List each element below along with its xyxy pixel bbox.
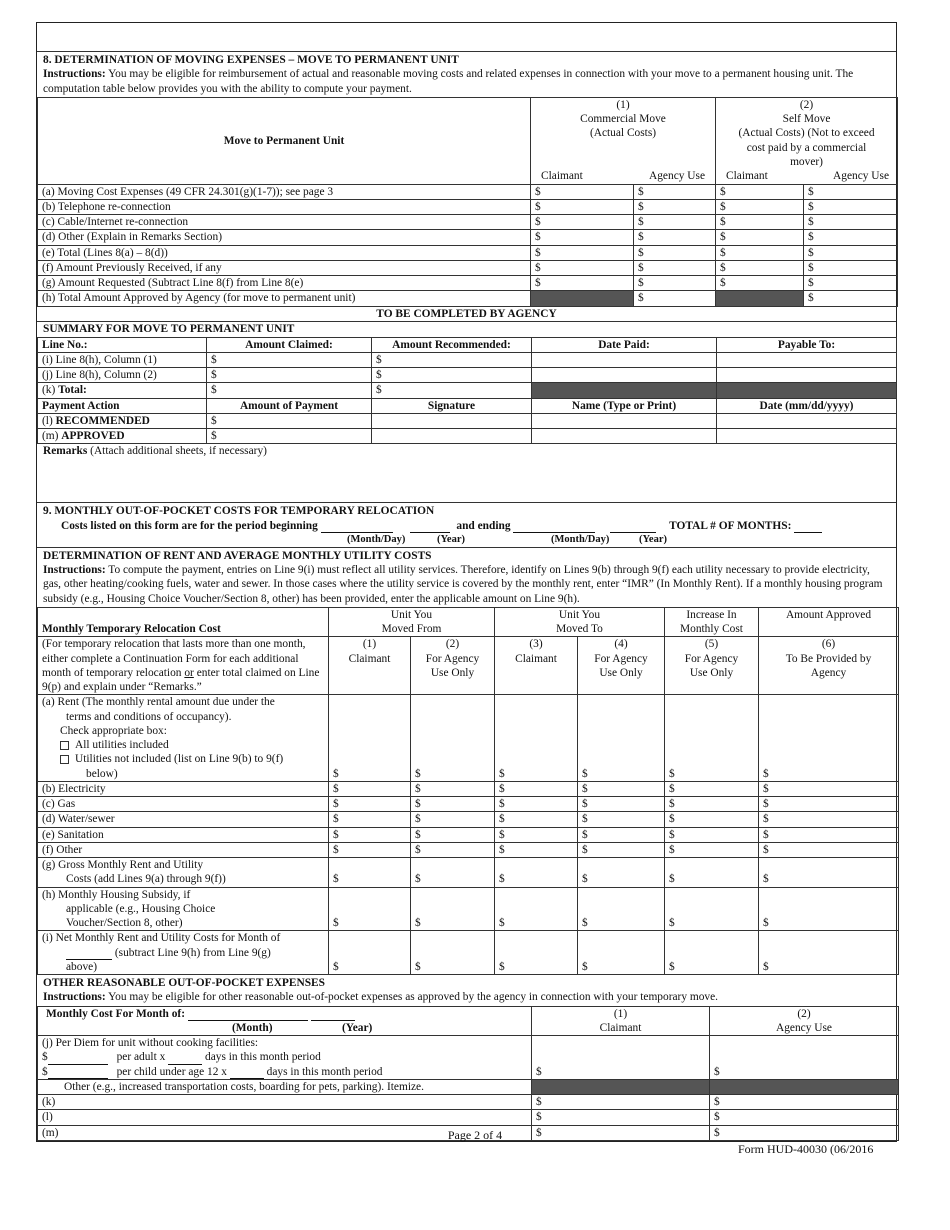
amount-field[interactable]: $ [759,842,899,857]
amount-field[interactable]: $ [495,887,578,931]
amount-field[interactable]: $ [495,858,578,888]
table-row: (l) RECOMMENDED $ [38,413,897,428]
amount-field[interactable]: $ [578,887,665,931]
table-row: (f) Amount Previously Received, if any $ $ $ $ [38,260,898,275]
table-row: (j) Line 8(h), Column (2) $ $ [38,368,897,383]
table-row: (h) Monthly Housing Subsidy, if applicable (e.g., Housing Choice Voucher/Section 8, other) $ $ $ $ $ $ [38,887,899,931]
amount-field[interactable]: $ [665,931,759,975]
amount-field[interactable]: $ [634,245,716,260]
amount-field[interactable]: $ [372,383,532,398]
shaded-cell [717,383,897,398]
determination-section: DETERMINATION OF RENT AND AVERAGE MONTHLY UTILITY COSTS Instructions: To compute the payment, entries on Line 9(i) must reflect all utility services. Therefore, identify on Lines 9(b) through 9(f) each utility necessary to provide electricity, gas, other heating/cooking fuels, water and sewer. In those cases where the utility service is covered by the monthly rent, enter “IMR” (In Monthly Rent). If a monthly housing program subsidy (e.g., Housing Choice Voucher/Section 8, other) has been provided, enter the applicable amount on Line 9(h). [37,548,896,608]
table-row: (k) $ $ [38,1095,899,1110]
amount-field[interactable]: $ [578,797,665,812]
date-field[interactable] [532,352,717,367]
amount-field[interactable]: $ [531,215,634,230]
amount-field[interactable]: $ [411,797,495,812]
section-9-title: 9. MONTHLY OUT-OF-POCKET COSTS FOR TEMPORARY RELOCATION [43,505,435,518]
amount-field[interactable]: $ [634,215,716,230]
other-expenses-section: OTHER REASONABLE OUT-OF-POCKET EXPENSES Instructions: You may be eligible for other reasonable out-of-pocket expenses as approved by the agency in connection with your temporary move. [37,975,896,1007]
amount-field[interactable]: $ [531,276,634,291]
amount-field[interactable]: $ [495,842,578,857]
amount-field[interactable]: $ [804,199,898,214]
amount-field[interactable]: $ [759,812,899,827]
amount-field[interactable]: $ [716,184,804,199]
amount-field[interactable]: $ [578,812,665,827]
amount-field[interactable]: $ [578,858,665,888]
temporary-relocation-table: Monthly Temporary Relocation Cost Unit You Moved From Unit You Moved To Increase In Monthly Cost Amount Approved (For temporary relocation that lasts more than one month, either complete a Continuation Form for each additional month of temporary relocation or enter total claimed on Line 9(p) and explain under “Remarks.” (1) Claimant (2) For Agency Use Only (3) Claimant (4) For Agency Use Only (5) For Agency Use Only (6) To Be Provided by Agency (a) Rent (The monthly rental amount due under the terms and conditions of occupancy). Check appropriate box: All utilities included Utilities not included (list on Line 9(b) to 9(f) below) $ $ $ $ $ $ (b) Electricity $ $ $ $ $ $ (c) Gas $ $ $ $ $ $ (d) Water/sewer $ $ $ $ $ $ (e) Sanitation $ $ $ $ $ $ (f) Other $ $ $ $ $ $ (g) Gross Monthly Rent and Utility Costs (add Lines 9(a) through 9(f)) $ $ $ $ $ $ (h) Monthly Housing Subsidy, if applicable (e.g., Housing Choice Voucher/Section 8, other) $ $ $ $ $ $ (i) Net Monthly Rent and Utility Costs for Month of (subtract Line 9(h) from Line 9(g) above) $ $ $ $ $ $ [37,607,899,975]
form-page [36,22,897,1142]
table-row: (g) Gross Monthly Rent and Utility Costs (add Lines 9(a) through 9(f)) $ $ $ $ $ $ [38,858,899,888]
signature-field[interactable] [372,429,532,444]
amount-field[interactable]: $ [411,695,495,782]
moving-expenses-table: Move to Permanent Unit (1) Commercial Move (Actual Costs) (2) Self Move (Actual Costs) (Not to exceed cost paid by a commercial mover) Claimant Agency Use Claimant Agency Use (a) Moving Cost Expenses (49 CFR 24.301(g)(1-7)); see page 3 $ $ $ $ (b) Telephone re-connection $ $ $ $ (c) Cable/Internet re-connection $ $ $ $ (d) Other (Explain in Remarks Section) $ $ $ $ (e) Total (Lines 8(a) – 8(d)) $ $ $ $ (f) Amount Previously Received, if any $ $ $ $ (g) Amount Requested (Subtract Line 8(f) from Line 8(e) $ $ $ $ (h) Total Amount Approved by Agency (for move to permanent unit) $ $ [37,97,898,307]
amount-field[interactable]: $ [532,1095,710,1110]
amount-field[interactable]: $ [411,858,495,888]
amount-field[interactable]: $ [759,858,899,888]
amount-field[interactable]: $ [716,199,804,214]
name-field[interactable] [532,429,717,444]
table-row: (c) Gas $ $ $ $ $ $ [38,797,899,812]
amount-field[interactable]: $ [207,352,372,367]
agency-heading: TO BE COMPLETED BY AGENCY [37,307,896,322]
date-field[interactable] [717,413,897,428]
amount-field[interactable]: $ [665,797,759,812]
table-row: (b) Electricity $ $ $ $ $ $ [38,781,899,796]
section-8-instructions: Instructions: You may be eligible for reimbursement of actual and reasonable moving costs and related expenses in connection with your move to a permanent housing unit. The computation table below provides you with the ability to compute your payment. [43,68,854,95]
amount-field[interactable]: $ [759,931,899,975]
table-row: (a) Rent (The monthly rental amount due under the terms and conditions of occupancy). Check appropriate box: All utilities included Utilities not included (list on Line 9(b) to 9(f) below) $ $ $ $ $ $ [38,695,899,782]
amount-field[interactable]: $ [804,291,898,306]
utilities-not-included-checkbox[interactable] [60,755,69,764]
section-9-header: 9. MONTHLY OUT-OF-POCKET COSTS FOR TEMPORARY RELOCATION Costs listed on this form are for the period beginning and ending TOTAL # OF MONTHS: (Month/Day) (Year) (Month/Day) (Year) [37,503,896,548]
amount-field[interactable]: $ [531,245,634,260]
amount-field[interactable]: $ [716,215,804,230]
amount-field[interactable]: $ [329,781,411,796]
table-row: (e) Total (Lines 8(a) – 8(d)) $ $ $ $ [38,245,898,260]
amount-field[interactable]: $ [495,797,578,812]
amount-field[interactable]: $ [665,858,759,888]
amount-field[interactable]: $ [207,368,372,383]
amount-field[interactable]: $ [634,291,716,306]
page-number: Page 2 of 4 [447,1128,503,1142]
section-8-header [37,52,896,98]
amount-field[interactable]: $ [578,931,665,975]
amount-field[interactable]: $ [329,695,411,782]
amount-field[interactable]: $ [495,781,578,796]
amount-field[interactable]: $ [532,1110,710,1125]
amount-field[interactable]: $ [495,931,578,975]
amount-field[interactable]: $ [665,842,759,857]
shaded-cell [710,1079,899,1094]
date-field[interactable] [532,368,717,383]
table-row: (g) Amount Requested (Subtract Line 8(f) from Line 8(e) $ $ $ $ [38,276,898,291]
amount-field[interactable]: $ [634,260,716,275]
amount-field[interactable]: $ [578,781,665,796]
table-row: (c) Cable/Internet re-connection $ $ $ $ [38,215,898,230]
table-row: (k) Total: $ $ [38,383,897,398]
amount-field[interactable]: $ [578,827,665,842]
amount-field[interactable]: $ [531,199,634,214]
amount-field[interactable]: $ [207,429,372,444]
amount-field[interactable]: $ [411,827,495,842]
amount-field[interactable]: $ [716,260,804,275]
amount-field[interactable]: $ [411,781,495,796]
amount-field[interactable]: $ [665,695,759,782]
amount-field[interactable]: $ [207,413,372,428]
amount-field[interactable]: $ [495,695,578,782]
amount-field[interactable]: $ [716,276,804,291]
amount-field[interactable]: $ [759,827,899,842]
amount-field[interactable]: $ [804,230,898,245]
amount-field[interactable]: $ [532,1125,710,1140]
amount-field[interactable]: $ [710,1095,899,1110]
amount-field[interactable]: $ [532,1036,710,1080]
table-row: (m) $ $ [38,1125,899,1140]
section-8-title: 8. DETERMINATION OF MOVING EXPENSES – MOVE TO PERMANENT UNIT [43,54,459,66]
top-box [37,23,896,52]
amount-field[interactable]: $ [665,827,759,842]
amount-field[interactable]: $ [710,1036,899,1080]
amount-field[interactable]: $ [665,812,759,827]
amount-field[interactable]: $ [759,695,899,782]
child-rate-field[interactable] [48,1078,108,1079]
amount-field[interactable]: $ [578,842,665,857]
amount-field[interactable]: $ [411,931,495,975]
amount-field[interactable]: $ [578,695,665,782]
payable-field[interactable] [717,368,897,383]
table-row: (e) Sanitation $ $ $ $ $ $ [38,827,899,842]
amount-field[interactable]: $ [531,184,634,199]
amount-field[interactable]: $ [329,858,411,888]
remarks-box[interactable]: Remarks (Attach additional sheets, if necessary) [37,443,896,503]
table-row: (j) Per Diem for unit without cooking facilities: $ per adult x days in this month period $ per child under age 12 x days in this month period $ $ [38,1036,899,1080]
amount-field[interactable]: $ [804,245,898,260]
table-row: (i) Net Monthly Rent and Utility Costs for Month of (subtract Line 9(h) from Line 9(g) above) $ $ $ $ $ $ [38,931,899,975]
amount-field[interactable]: $ [531,260,634,275]
amount-field[interactable]: $ [411,812,495,827]
table-row: (f) Other $ $ $ $ $ $ [38,842,899,857]
amount-field[interactable]: $ [759,797,899,812]
shaded-cell [531,291,634,306]
amount-field[interactable]: $ [495,812,578,827]
col2-header: (2) Self Move (Actual Costs) (Not to exceed cost paid by a commercial mover) [716,97,898,169]
amount-field[interactable]: $ [372,352,532,367]
amount-field[interactable]: $ [411,887,495,931]
col1-header: (1) Commercial Move (Actual Costs) [531,97,716,169]
amount-field[interactable]: $ [804,184,898,199]
amount-field[interactable]: $ [329,842,411,857]
table-row: (d) Other (Explain in Remarks Section) $ $ $ $ [38,230,898,245]
table-row: (m) APPROVED $ [38,429,897,444]
amount-field[interactable]: $ [634,230,716,245]
amount-field[interactable]: $ [495,827,578,842]
amount-field[interactable]: $ [716,245,804,260]
amount-field[interactable]: $ [716,230,804,245]
shaded-cell [532,383,717,398]
payable-field[interactable] [717,352,897,367]
amount-field[interactable]: $ [759,887,899,931]
amount-field[interactable]: $ [634,184,716,199]
amount-field[interactable]: $ [329,812,411,827]
child-days-field[interactable] [230,1078,264,1079]
table-row: (d) Water/sewer $ $ $ $ $ $ [38,812,899,827]
amount-field[interactable]: $ [804,215,898,230]
amount-field[interactable]: $ [372,368,532,383]
amount-field[interactable]: $ [634,276,716,291]
amount-field[interactable]: $ [411,842,495,857]
table-row: (b) Telephone re-connection $ $ $ $ [38,199,898,214]
amount-field[interactable]: $ [329,931,411,975]
form-number: Form HUD-40030 (06/2016 [738,1142,874,1156]
other-expenses-table: Monthly Cost For Month of: (Month) (Year) (1) Claimant (2) Agency Use (j) Per Diem for unit without cooking facilities: $ per adult x days in this month period $ per child under age 12 x days in this month period $ $ Other (e.g., increased transportation costs, boarding for pets, parking). Itemize. (k) $ $ (l) $ $ (m) $ $ [37,1006,899,1141]
table-row: (l) $ $ [38,1110,899,1125]
amount-field[interactable]: $ [531,230,634,245]
period-line: Costs listed on this form are for the period beginning and ending TOTAL # OF MONTHS: [43,519,890,533]
amount-field[interactable]: $ [710,1110,899,1125]
table-row: (a) Moving Cost Expenses (49 CFR 24.301(g)(1-7)); see page 3 $ $ $ $ [38,184,898,199]
table-row: (i) Line 8(h), Column (1) $ $ [38,352,897,367]
amount-field[interactable]: $ [804,276,898,291]
amount-field[interactable]: $ [329,887,411,931]
move-permanent-title: Move to Permanent Unit [38,97,531,184]
amount-field[interactable]: $ [207,383,372,398]
amount-field[interactable]: $ [710,1125,899,1140]
shaded-cell [532,1079,710,1094]
summary-title: SUMMARY FOR MOVE TO PERMANENT UNIT [37,322,896,338]
shaded-cell [716,291,804,306]
name-field[interactable] [532,413,717,428]
summary-table: Line No.: Amount Claimed: Amount Recommended: Date Paid: Payable To: (i) Line 8(h), Column (1) $ $ (j) Line 8(h), Column (2) $ $ (k) Total: $ $ Payment Action Amount of Payment Signature Name (Type or Print) Date (mm/dd/yyyy) (l) RECOMMENDED $ (m) APPROVED $ [37,337,897,445]
amount-field[interactable]: $ [634,199,716,214]
amount-field[interactable]: $ [804,260,898,275]
amount-field[interactable]: $ [329,797,411,812]
amount-field[interactable]: $ [329,827,411,842]
table-row: (h) Total Amount Approved by Agency (for move to permanent unit) $ $ [38,291,898,306]
amount-field[interactable]: $ [759,781,899,796]
amount-field[interactable]: $ [665,781,759,796]
amount-field[interactable]: $ [665,887,759,931]
signature-field[interactable] [372,413,532,428]
date-field[interactable] [717,429,897,444]
all-utilities-checkbox[interactable] [60,741,69,750]
